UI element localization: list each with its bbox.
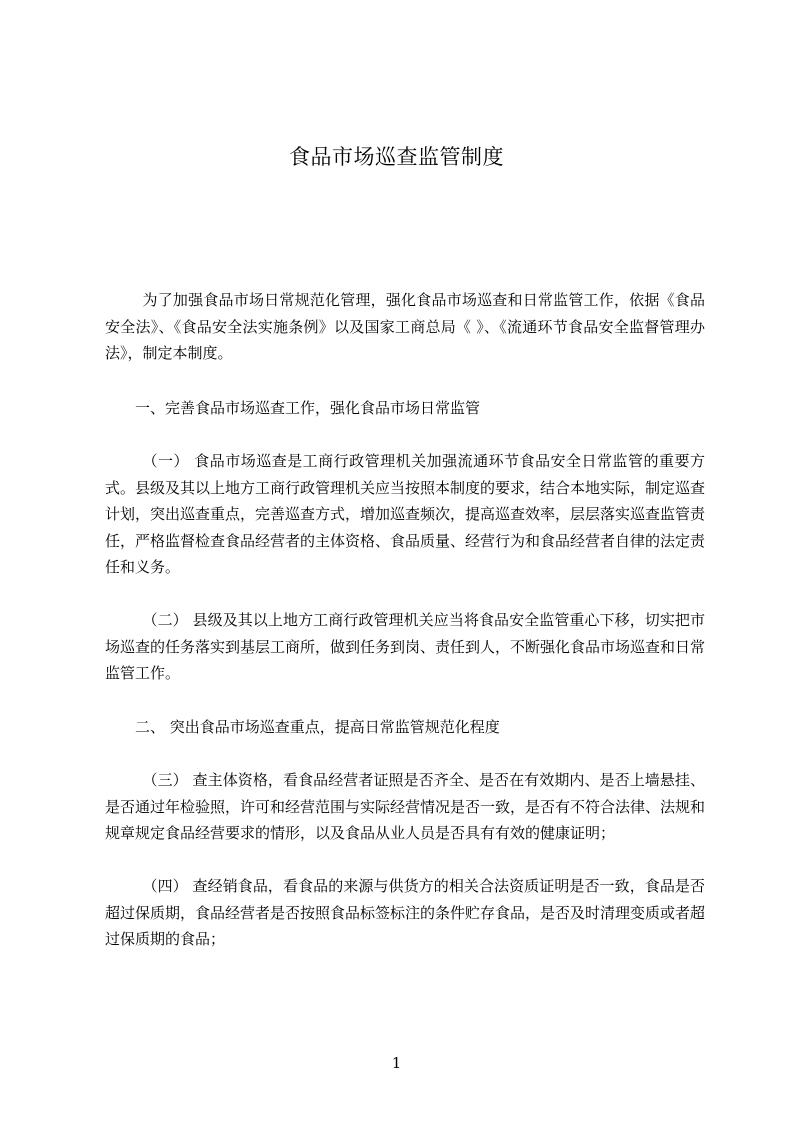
section-heading-1: 一、完善食品市场巡查工作，强化食品市场日常监管 (135, 399, 481, 417)
section-heading-2: 二、 突出食品市场巡查重点，提高日常监管规范化程度 (135, 718, 500, 736)
clause-paragraph-1: （一） 食品市场巡查是工商行政管理机关加强流通环节食品安全日常监管的重要方式。县级及其以上地方工商行政管理机关应当按照本制度的要求，结合本地实际，制定巡查计划，突出巡查重点，完善巡查方式，增加巡查频次，提高巡查效率，层层落实巡查监管责任，严格监督检查食品经营者的主体资格、食品质量、经营行为和食品经营者自律的法定责任和义务。 (105, 452, 706, 576)
page-number: 1 (391, 1054, 402, 1072)
page-title: 食品市场巡查监管制度 (289, 145, 504, 169)
clause-paragraph-3: （三） 查主体资格，看食品经营者证照是否齐全、是否在有效期内、是否上墙悬挂、是否通过年检验照，许可和经营范围与实际经营情况是否一致，是否有不符合法律、法规和规章规定食品经营要求的情形，以及食品从业人员是否具有有效的健康证明； (105, 771, 706, 842)
clause-paragraph-2: （二） 县级及其以上地方工商行政管理机关应当将食品安全监管重心下移，切实把市场巡查的任务落实到基层工商所，做到任务到岗、责任到人，不断强化食品市场巡查和日常监管工作。 (105, 611, 706, 682)
clause-paragraph-4: （四） 查经销食品，看食品的来源与供货方的相关合法资质证明是否一致，食品是否超过保质期，食品经营者是否按照食品标签标注的条件贮存食品，是否及时清理变质或者超过保质期的食品； (105, 877, 706, 948)
intro-paragraph: 为了加强食品市场日常规范化管理，强化食品市场巡查和日常监管工作，依据《食品安全法》、《食品安全法实施条例》以及国家工商总局《 》、《流通环节食品安全监督管理办法》，制定本制度。 (105, 291, 705, 362)
